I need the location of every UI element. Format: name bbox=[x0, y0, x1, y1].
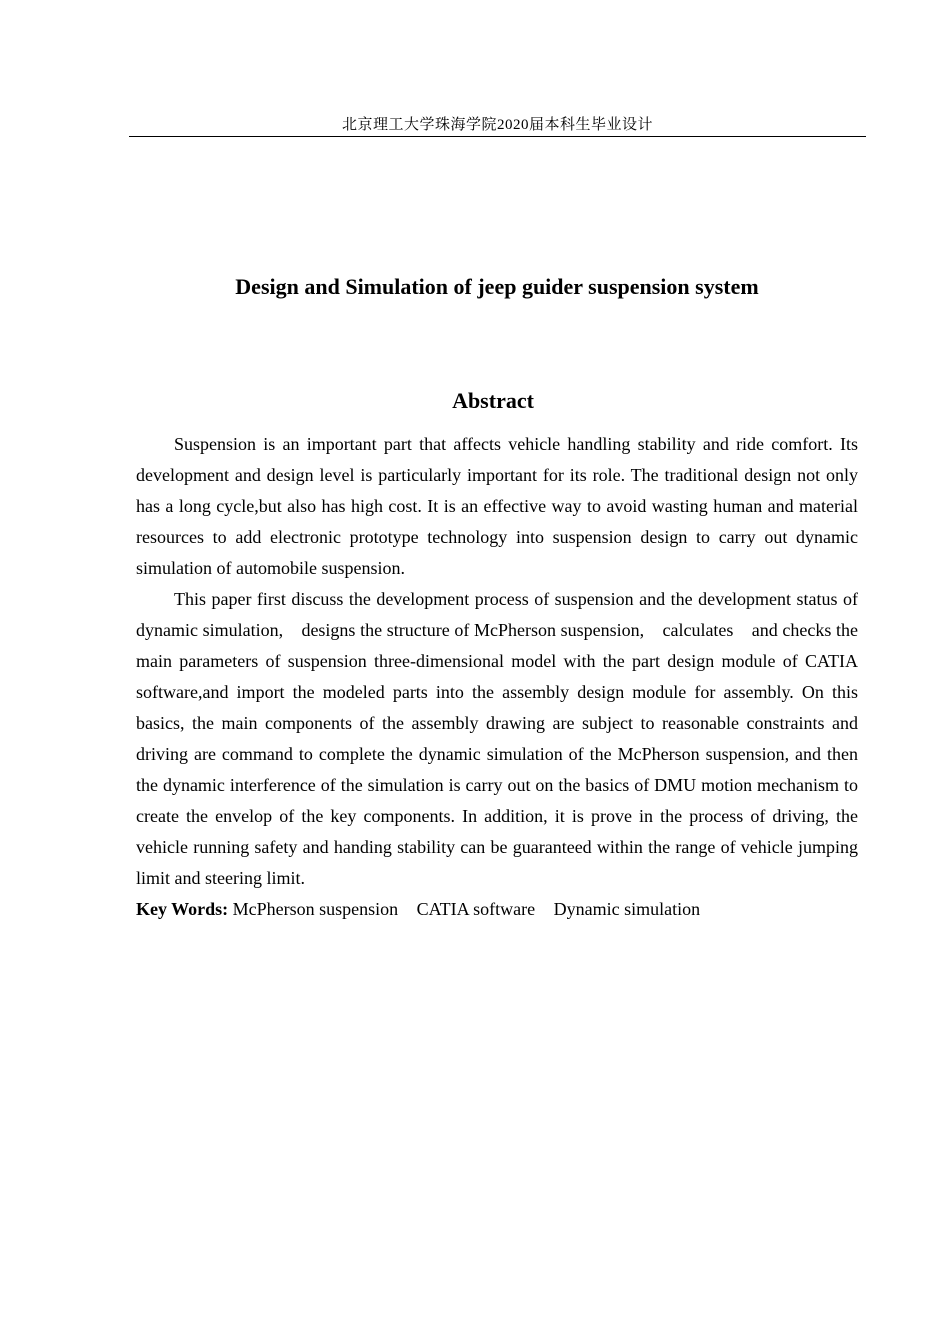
document-title: Design and Simulation of jeep guider suspension system bbox=[235, 274, 759, 299]
keyword-item: McPherson suspension bbox=[232, 899, 399, 919]
keyword-item: Dynamic simulation bbox=[553, 899, 701, 919]
abstract-heading: Abstract bbox=[452, 388, 534, 413]
keywords-label: Key Words: bbox=[136, 899, 229, 919]
page-header bbox=[129, 114, 866, 137]
abstract-paragraph: Suspension is an important part that affects vehicle handling stability and ride comfort. Its development and design level is particularly important for its role. The traditional design not only has a long cycle,but also has high cost. It is an effective way to avoid wasting human and material resources to add electronic prototype technology into suspension design to carry out dynamic simulation of automobile suspension. bbox=[136, 434, 858, 578]
keywords-line bbox=[136, 894, 858, 925]
abstract-paragraph: This paper first discuss the development process of suspension and the development status of dynamic simulation, designs the structure of McPherson suspension, calculates and checks the main parameters of suspension three-dimensional model with the part design module of CATIA software,and import the modeled parts into the assembly design module for assembly. On this basics, the main components of the assembly drawing are subject to reasonable constraints and driving are command to complete the dynamic simulation of the McPherson suspension, and then the dynamic interference of the simulation is carry out on the basics of DMU motion mechanism to create the envelop of the key components. In addition, it is prove in the process of driving, the vehicle running safety and handing stability can be guaranteed within the range of vehicle jumping limit and steering limit. bbox=[136, 589, 858, 888]
abstract-body bbox=[136, 429, 858, 925]
page-header-text: 北京理工大学珠海学院2020届本科生毕业设计 bbox=[341, 117, 653, 133]
keyword-item: CATIA software bbox=[416, 899, 536, 919]
